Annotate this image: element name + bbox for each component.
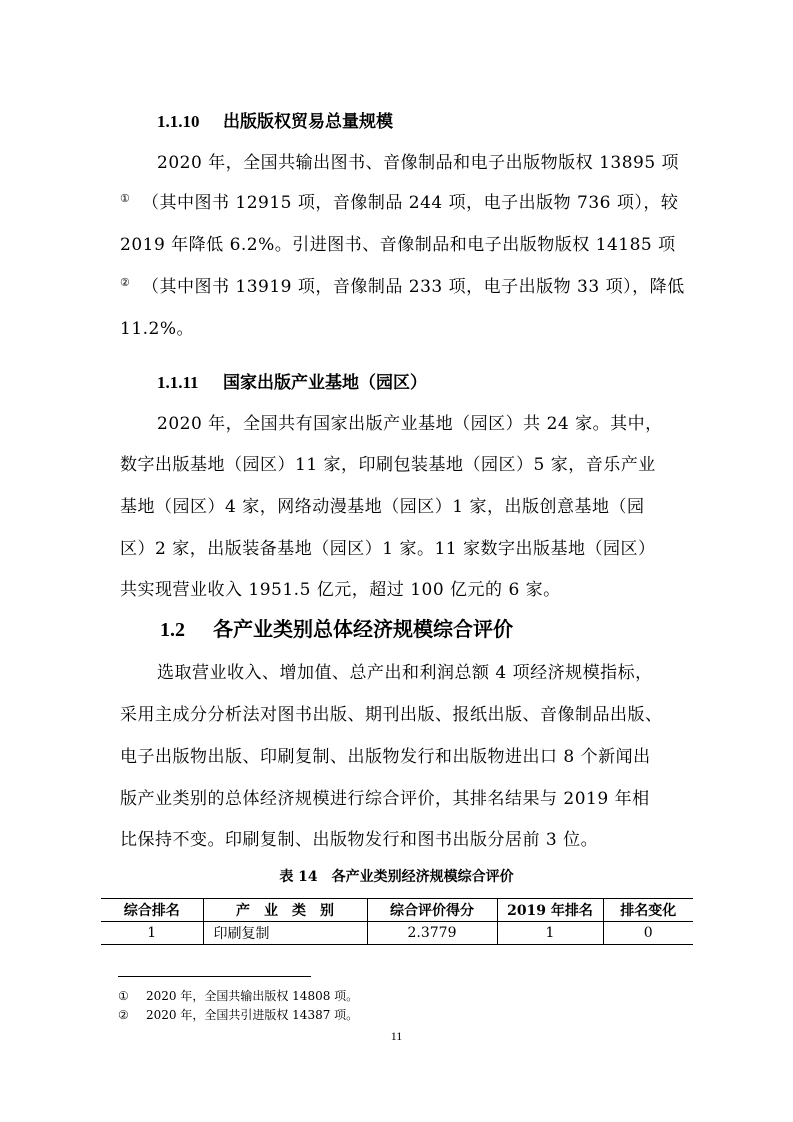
column-header: 产 业 类 别 [203, 899, 367, 922]
table-cell: 2.3779 [367, 922, 497, 945]
paragraph-line: ② （其中图书 13919 项，音像制品 233 项，电子出版物 33 项），降低 [120, 276, 685, 297]
section-title: 各产业类别总体经济规模综合评价 [213, 617, 513, 641]
column-header: 综合排名 [101, 899, 203, 922]
footnote-mark: ② [118, 1008, 129, 1022]
section-heading-1-2 [160, 613, 513, 642]
paragraph-line: 选取营业收入、增加值、总产出和利润总额 4 项经济规模指标， [157, 663, 653, 683]
page-number: 11 [390, 1029, 403, 1043]
footnote-divider [118, 976, 311, 977]
column-header: 2019 年排名 [497, 899, 603, 922]
section-title: 国家出版产业基地（园区） [223, 373, 427, 393]
paragraph-line: ① （其中图书 12915 项，音像制品 244 项，电子出版物 736 项），较 [120, 192, 679, 213]
footnote [118, 987, 358, 1004]
footnote [118, 1006, 358, 1023]
section-number: 1.2 [160, 619, 185, 641]
paragraph-line: 共实现营业收入 1951.5 亿元，超过 100 亿元的 6 家。 [120, 580, 561, 600]
paragraph-line: 11.2%。 [120, 319, 195, 339]
paragraph-line: 区）2 家，出版装备基地（园区）1 家。11 家数字出版基地（园区） [120, 539, 656, 559]
column-header: 综合评价得分 [367, 899, 497, 922]
footnote-text: 2020 年，全国共输出版权 14808 项。 [146, 989, 359, 1003]
section-heading-1-1-11 [157, 368, 427, 393]
table-cell: 1 [497, 922, 603, 945]
paragraph-line: 数字出版基地（园区）11 家，印刷包装基地（园区）5 家，音乐产业 [120, 455, 656, 475]
table-cell: 印刷复制 [203, 922, 367, 945]
table-caption: 表 14 各产业类别经济规模综合评价 [279, 869, 514, 885]
paragraph-line: 2020 年，全国共输出图书、音像制品和电子出版物版权 13895 项 [157, 153, 680, 173]
paragraph-line: 比保持不变。印刷复制、出版物发行和图书出版分居前 3 位。 [120, 830, 599, 850]
section-heading-1-1-10 [157, 107, 393, 132]
paragraph-line: 2019 年降低 6.2%。引进图书、音像制品和电子出版物版权 14185 项 [120, 235, 676, 255]
paragraph-line: 版产业类别的总体经济规模进行综合评价，其排名结果与 2019 年相 [120, 789, 650, 809]
table-cell: 0 [603, 922, 693, 945]
table-header-row [101, 899, 693, 922]
footnote-ref-2[interactable]: ② [120, 276, 131, 289]
paragraph-line: 2020 年，全国共有国家出版产业基地（园区）共 24 家。其中， [157, 414, 663, 434]
section-number: 1.1.11 [157, 373, 199, 392]
section-title: 出版版权贸易总量规模 [223, 112, 393, 132]
section-number: 1.1.10 [157, 112, 200, 131]
footnote-ref-1[interactable]: ① [120, 192, 131, 205]
table-cell: 1 [101, 922, 203, 945]
paragraph-line: 电子出版物出版、印刷复制、出版物发行和出版物进出口 8 个新闻出 [120, 747, 651, 767]
paragraph-line: 基地（园区）4 家，网络动漫基地（园区）1 家，出版创意基地（园 [120, 497, 645, 517]
footnote-text: 2020 年，全国共引进版权 14387 项。 [146, 1008, 359, 1022]
footnote-mark: ① [118, 989, 129, 1003]
table-row [101, 922, 693, 945]
paragraph-line: 采用主成分分析法对图书出版、期刊出版、报纸出版、音像制品出版、 [120, 705, 663, 725]
economic-scale-table [101, 898, 693, 945]
column-header: 排名变化 [603, 899, 693, 922]
